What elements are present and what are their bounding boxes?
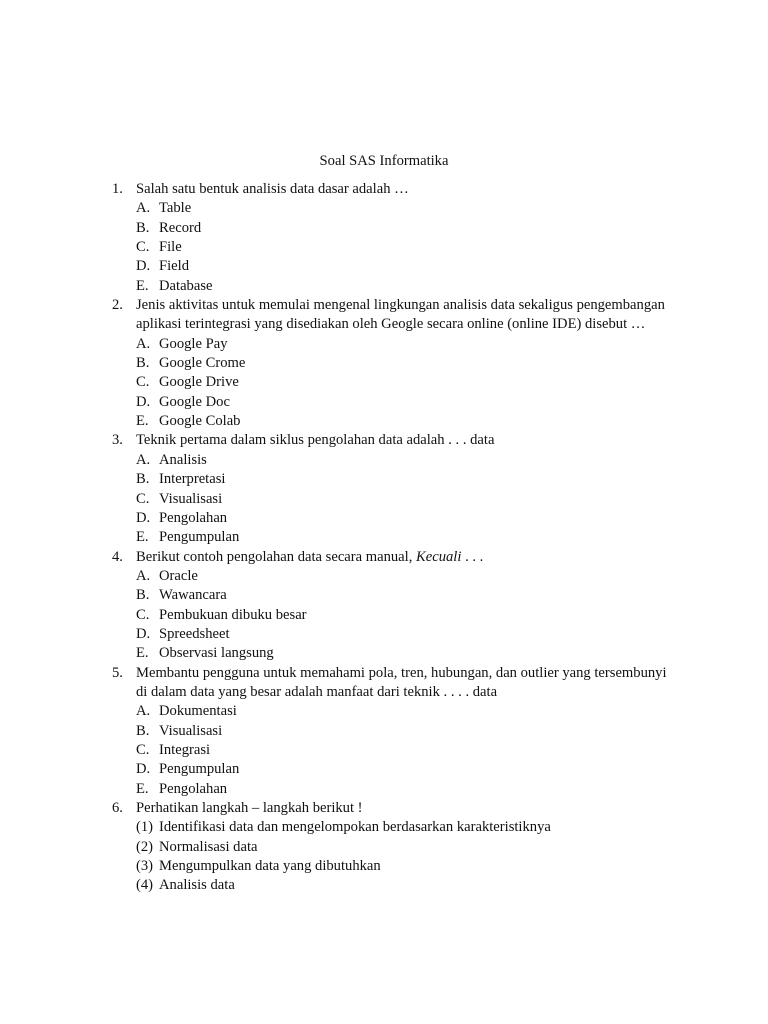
option-text: Wawancara bbox=[159, 587, 227, 604]
step-text: Analisis data bbox=[159, 877, 235, 894]
question-text: Salah satu bentuk analisis data dasar adalah … bbox=[136, 181, 409, 197]
question-2 bbox=[112, 296, 672, 431]
option-e bbox=[136, 528, 672, 547]
option-text: Pengolahan bbox=[159, 509, 228, 526]
option-a bbox=[136, 567, 672, 586]
question-6 bbox=[112, 799, 672, 896]
option-a bbox=[136, 451, 672, 470]
step-list bbox=[136, 818, 672, 895]
option-text: Spreedsheet bbox=[159, 625, 230, 642]
option-letter: B. bbox=[136, 219, 150, 236]
step-item bbox=[136, 857, 672, 876]
option-text: File bbox=[159, 239, 182, 256]
option-letter: B. bbox=[136, 471, 150, 488]
option-d bbox=[136, 393, 672, 412]
option-c bbox=[136, 741, 672, 760]
option-a bbox=[136, 702, 672, 721]
step-item bbox=[136, 838, 672, 857]
option-c bbox=[136, 373, 672, 392]
question-number: 6. bbox=[112, 800, 123, 816]
option-text: Pengumpulan bbox=[159, 529, 240, 546]
option-text: Dokumentasi bbox=[159, 703, 237, 720]
option-text: Pembukuan dibuku besar bbox=[159, 606, 307, 623]
option-a bbox=[136, 199, 672, 218]
option-c bbox=[136, 606, 672, 625]
step-text: Mengumpulkan data yang dibutuhkan bbox=[159, 858, 381, 875]
option-text: Google Pay bbox=[159, 335, 228, 352]
option-c bbox=[136, 238, 672, 257]
option-d bbox=[136, 509, 672, 528]
question-1 bbox=[112, 180, 672, 296]
option-letter: D. bbox=[136, 258, 151, 275]
option-list bbox=[136, 567, 672, 664]
option-b bbox=[136, 722, 672, 741]
question-text bbox=[136, 548, 672, 567]
option-letter: E. bbox=[136, 529, 149, 546]
option-d bbox=[136, 760, 672, 779]
question-text-end: . . . bbox=[461, 548, 484, 565]
option-b bbox=[136, 586, 672, 605]
option-b bbox=[136, 470, 672, 489]
question-number: 2. bbox=[112, 297, 123, 314]
option-letter: C. bbox=[136, 741, 150, 758]
option-e bbox=[136, 644, 672, 663]
question-3 bbox=[112, 431, 672, 547]
option-letter: B. bbox=[136, 722, 150, 739]
option-letter: C. bbox=[136, 606, 150, 623]
option-letter: C. bbox=[136, 490, 150, 507]
option-b bbox=[136, 354, 672, 373]
option-text: Field bbox=[159, 258, 189, 275]
option-letter: B. bbox=[136, 355, 150, 372]
option-list bbox=[136, 335, 672, 432]
option-b bbox=[136, 219, 672, 238]
step-item bbox=[136, 818, 672, 837]
option-list bbox=[136, 451, 672, 548]
option-text: Visualisasi bbox=[159, 722, 223, 739]
option-letter: A. bbox=[136, 703, 151, 720]
question-number: 3. bbox=[112, 432, 123, 449]
option-e bbox=[136, 277, 672, 296]
option-letter: A. bbox=[136, 200, 151, 217]
option-letter: A. bbox=[136, 451, 151, 468]
question-text: Membantu pengguna untuk memahami pola, tren, hubungan, dan outlier yang tersembunyi di dalam data yang besar adalah manfaat dari teknik . . . . data bbox=[136, 664, 667, 700]
step-number: (2) bbox=[136, 838, 154, 855]
option-e bbox=[136, 412, 672, 431]
option-text: Google Drive bbox=[159, 374, 239, 391]
question-4 bbox=[112, 548, 672, 664]
option-letter: C. bbox=[136, 374, 150, 391]
option-letter: E. bbox=[136, 645, 149, 662]
question-number: 5. bbox=[112, 664, 123, 681]
question-text: Teknik pertama dalam siklus pengolahan data adalah . . . data bbox=[136, 432, 495, 449]
option-letter: E. bbox=[136, 277, 149, 294]
option-list bbox=[136, 199, 672, 296]
option-text: Integrasi bbox=[159, 741, 211, 758]
option-letter: A. bbox=[136, 335, 151, 352]
option-c bbox=[136, 490, 672, 509]
option-text: Pengolahan bbox=[159, 780, 228, 797]
step-number: (4) bbox=[136, 877, 154, 894]
option-text: Observasi langsung bbox=[159, 645, 274, 662]
option-text: Google Crome bbox=[159, 355, 246, 372]
option-text: Google Colab bbox=[159, 413, 241, 430]
option-letter: D. bbox=[136, 625, 151, 642]
step-item bbox=[136, 876, 672, 895]
option-letter: D. bbox=[136, 509, 151, 526]
option-e bbox=[136, 780, 672, 799]
step-number: (1) bbox=[136, 819, 154, 836]
question-list bbox=[112, 180, 672, 896]
option-letter: E. bbox=[136, 780, 149, 797]
option-d bbox=[136, 257, 672, 276]
question-number: 1. bbox=[112, 181, 123, 197]
option-d bbox=[136, 625, 672, 644]
step-text: Normalisasi data bbox=[159, 838, 258, 855]
question-text-start: Berikut contoh pengolahan data secara manual, bbox=[136, 548, 417, 565]
option-text: Analisis bbox=[159, 451, 207, 468]
question-text: Perhatikan langkah – langkah berikut ! bbox=[136, 800, 363, 816]
option-letter: B. bbox=[136, 587, 150, 604]
option-text: Interpretasi bbox=[159, 471, 226, 488]
question-5 bbox=[112, 664, 672, 799]
option-list bbox=[136, 702, 672, 799]
option-letter: A. bbox=[136, 567, 151, 584]
option-letter: C. bbox=[136, 239, 150, 256]
step-text: Identifikasi data dan mengelompokan berdasarkan karakteristiknya bbox=[159, 819, 551, 836]
question-number: 4. bbox=[112, 548, 123, 565]
document-title: Soal SAS Informatika bbox=[319, 153, 449, 169]
option-text: Database bbox=[159, 277, 213, 294]
option-text: Visualisasi bbox=[159, 490, 223, 507]
question-text: Jenis aktivitas untuk memulai mengenal lingkungan analisis data sekaligus pengembangan aplikasi terintegrasi yang disediakan oleh Geogle secara online (online IDE) disebut … bbox=[136, 297, 665, 333]
option-a bbox=[136, 335, 672, 354]
question-text-emphasis: Kecuali bbox=[416, 548, 462, 565]
option-text: Pengumpulan bbox=[159, 761, 240, 778]
step-number: (3) bbox=[136, 858, 154, 875]
option-letter: D. bbox=[136, 393, 151, 410]
option-text: Record bbox=[159, 219, 202, 236]
option-text: Table bbox=[159, 200, 192, 217]
option-text: Google Doc bbox=[159, 393, 230, 410]
option-letter: E. bbox=[136, 413, 149, 430]
option-letter: D. bbox=[136, 761, 151, 778]
option-text: Oracle bbox=[159, 567, 198, 584]
